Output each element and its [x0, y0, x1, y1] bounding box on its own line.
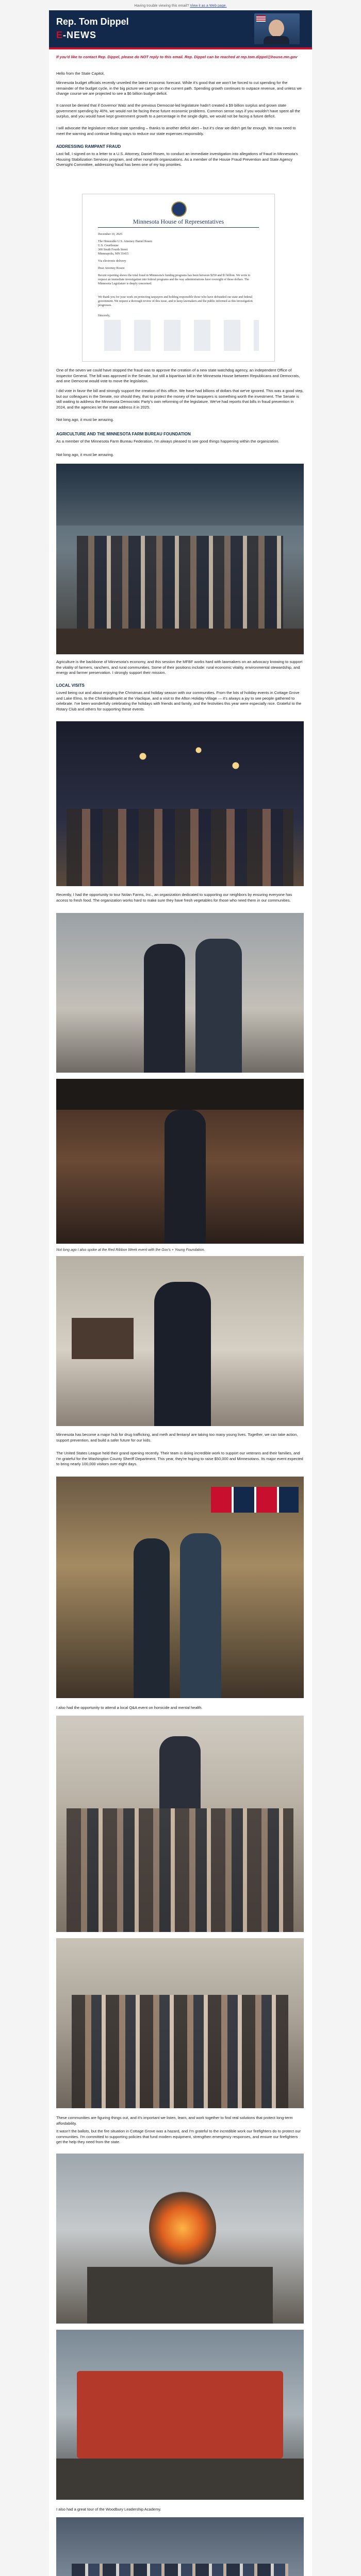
paragraph-food-shelf: Recently, I had the opportunity to tour Nolan Farms, Inc., an organization dedicated to supporting our neighbors by ensuring everyone has access to fresh food. The organization works hard to make sure they have fresh vegetables for those who need them in our communities.: [56, 892, 292, 903]
photo-flags: [211, 1487, 299, 1513]
enews-title-rest: -NEWS: [63, 30, 97, 40]
letter-body-1: Recent reporting shows the total fraud in Minnesota's funding programs has been between $250 and $1 billion. We write to request an immediate investigation into federal programs and the way administrations have oversight of these dollars. The Minnesota Legislature is deeply concerned.: [98, 274, 251, 285]
photo-speaker-2: [154, 1282, 211, 1426]
letter-house-title: Minnesota House of Representatives: [133, 218, 224, 225]
red-ribbon-photo: [56, 1079, 304, 1244]
farm-bureau-group-photo: [56, 464, 304, 654]
photo-person-a: [134, 1538, 170, 1698]
top-notice-text: Having trouble viewing this email?: [134, 4, 189, 8]
portrait-suit: [264, 36, 289, 44]
house-seal-icon: [171, 201, 187, 217]
food-shelf-photo: [56, 913, 304, 1073]
photo-audience-2: [72, 1995, 288, 2108]
paragraph-fraud-closing: Not long ago, it must be amazing.: [56, 417, 114, 422]
paragraph-spending: I will advocate the legislature reduce state spending – thanks to another deficit alert – but it's clear we didn't get far enough. We now need to meet the warning and continue finding ways to reduce our state expenses responsibly.: [56, 126, 296, 136]
heading-local-visits: LOCAL VISITS: [56, 683, 85, 688]
paragraph-firefighters: It wasn't the ballots, but the fire situation in Cottage Grove was a hazard, and I'm grateful to the incredible work our firefighters do to protect our communities. I'm committed to supporting policies that fund modern equipment, strengthen emergency responses, and ensure our firefighters get the help they need from the state.: [56, 2129, 301, 2144]
header-accent-strip: [49, 47, 312, 49]
letter-via: Via electronic delivery: [98, 260, 126, 263]
paragraph-vote: I did vote in favor the bill and strongly support the creation of this office. We have had billions of dollars that we've ignored. This was a good step, but our colleagues in the Senate, nor should they, that to protect the money of the taxpayers is something worth the investment. The Senate is still waiting to address the Minnesota Democratic Party's own reforming of the legislature. We've had reports that bills in fraud prevention in 2024, and the agencies let the state address it in 2025.: [56, 388, 304, 410]
letter-image: [82, 194, 275, 362]
view-web-page-link[interactable]: View it as a Web page.: [190, 4, 227, 8]
contact-notice: If you'd like to contact Rep. Dippel, please do NOT reply to this email. Rep. Dippel can be reached at rep.tom.dippel@house.mn.gov: [56, 55, 298, 59]
photo-students: [72, 2564, 288, 2576]
paragraph-agriculture: Agriculture is the backbone of Minnesota's economy, and this session the MFBF works hard with lawmakers on an advocacy knowing to support the vitality of farmers, ranchers, and rural communities. Some of their positions include: rural economic vitality, environmental stewardship, and energy and farmer preservation. I strongly support their mission.: [56, 659, 303, 675]
photo-person-right: [195, 939, 242, 1073]
fire-demonstration-photo: [56, 2154, 304, 2324]
academy-photo: [56, 2517, 304, 2576]
photo-fire: [149, 2190, 216, 2267]
paragraph-forecast: Minnesota budget officials recently unveiled the latest economic forecast. While it's good that we won't be forced to cut spending for the remainder of the budget cycle, in the big picture we can't go on the current path. Spending growth continues to outpace revenue, and unless we change course we are projected to see a $6 billion budget deficit.: [56, 80, 302, 96]
photo-background: [56, 464, 304, 526]
photo-ground: [87, 2267, 273, 2324]
letter-addressee: The Honorable U.S. Attorney Daniel Rosen U.S. Courthouse 300 South Fourth Street Minneapolis, MN 55415: [98, 240, 152, 256]
paragraph-holiday: Loved being out and about enjoying the Christmas and holiday season with our communities. From the lots of holiday events in Cottage Grove and Lake Elmo, to the Christkindlmarkt at the Viaclique, and a visit to the Afton Holiday Village — it's always a joy to see people gathered to celebrate. I've been wonderfully celebrating the holidays with friends and family, and the festivities this year were especially nice. Grateful to the Rotary Club and others for supporting these events.: [56, 690, 302, 711]
photo-floor: [56, 629, 304, 654]
letter-signatures: [98, 320, 259, 351]
photo-presenter: [159, 1736, 201, 1808]
photo-audience: [67, 1808, 293, 1932]
holiday-lights: [87, 732, 273, 793]
flag-icon: [256, 15, 266, 22]
photo-person-b: [180, 1533, 221, 1698]
enews-title: [56, 30, 96, 41]
letter-divider: [98, 227, 259, 228]
veterans-event-photo: [56, 1477, 304, 1698]
paragraph-academy-tour: I also had a great tour of the Woodbury Leadership Academy.: [56, 2507, 161, 2512]
representative-name: Rep. Tom Dippel: [56, 16, 129, 27]
heading-fraud: ADDRESSING RAMPANT FRAUD: [56, 144, 121, 149]
paragraph-farm-bureau: As a member of the Minnesota Farm Bureau Federation, I'm always pleased to see good things happening within the organization.: [56, 439, 280, 444]
paragraph-town-hall: I also had the opportunity to attend a local Q&A event on homicide and mental health.: [56, 1705, 203, 1710]
top-notice: [0, 4, 361, 8]
photo-table: [72, 1318, 134, 1359]
letter-salutation: Dear Attorney Rosen:: [98, 267, 125, 270]
photo-group-people: [77, 536, 283, 629]
photo-ceiling: [56, 1079, 304, 1110]
town-hall-photo: [56, 1716, 304, 1932]
paragraph-community: These communities are figuring things out, and it's important we listen, learn, and work together to find real solutions that protect long-term affordability.: [56, 2115, 293, 2126]
portrait-head: [269, 20, 284, 37]
paragraph-veterans: The United States League held their grand opening recently. Their team is doing incredible work to support our veterans and their families, and I'm grateful for the Washington County Sheriff Department. This year, they're hoping to raise $50,000 and Minnesotans. Its major event expected to bring nearly 100,000 visitors over eight days.: [56, 1451, 303, 1466]
paragraph-farm-bureau-2: Not long ago, it must be amazing.: [56, 452, 114, 457]
newsletter-body: [49, 10, 312, 2576]
fire-demonstration-photo-2: [56, 2330, 304, 2500]
newsletter-header: [49, 10, 312, 47]
letter-body-2: We thank you for your work on protecting taxpayers and holding responsible those who have defrauded our state and federal government. We request a thorough review of this issue, and to keep lawmakers and the public informed as this investigation progresses.: [98, 296, 253, 307]
holiday-event-photo: [56, 721, 304, 886]
town-hall-photo-2: [56, 1938, 304, 2108]
photo-fire-truck: [77, 2371, 283, 2459]
red-ribbon-photo-2: [56, 1256, 304, 1426]
heading-agriculture: AGRICULTURE AND THE MINNESOTA FARM BUREAU FOUNDATION: [56, 432, 191, 436]
greeting: Hello from the State Capitol,: [56, 71, 105, 76]
red-ribbon-caption: Not long ago I also spoke at the Red Ribbon Week event with the Gov's + Young Foundation.: [56, 1248, 205, 1252]
enews-title-lead: E: [56, 30, 63, 40]
photo-person-left: [144, 944, 185, 1073]
paragraph-surplus: It cannot be denied that if Governor Walz and the previous Democrat-led legislature hadn't created a $9 billion surplus and grown state government spending by 40%, we would not be facing these future economic problems. Common sense says if you wouldn't have spent all the surplus, and you would have kept government growth to a percentage in the single digits, we would not be facing a future deficit.: [56, 103, 300, 118]
letter-date: December 10, 2025: [98, 233, 123, 236]
paragraph-drug-trafficking: Minnesota has become a major hub for drug trafficking, and meth and fentanyl are taking too many young lives. Together, we can take action, support prevention, and build a safer future for our kids.: [56, 1432, 298, 1443]
letter-closing: Sincerely,: [98, 314, 110, 317]
representative-photo: [254, 13, 300, 44]
paragraph-fraud-letter: Last fall, I signed on to a letter to a U.S. Attorney, Daniel Rosen, to conduct an immediate investigation into allegations of fraud in Minnesota's Housing Stabilization Services program, and other nonprofit organizations. As a member of the House Fraud Prevention and State Agency Oversight Committee, addressing fraud has been one of my top priorities.: [56, 151, 298, 167]
paragraph-inspector-general: One of the seven we could have stopped the fraud was to approve the creation of a new state watchdog agency, an independent Office of Inspector General. The bill was approved in the Senate, but still a bipartisan bill in the Minnesota House between Republicans and Democrats, and one Democrat would vote to move the legislation.: [56, 368, 300, 383]
photo-speaker: [165, 1110, 206, 1244]
photo-pavement: [56, 2459, 304, 2500]
holiday-crowd: [67, 809, 293, 886]
